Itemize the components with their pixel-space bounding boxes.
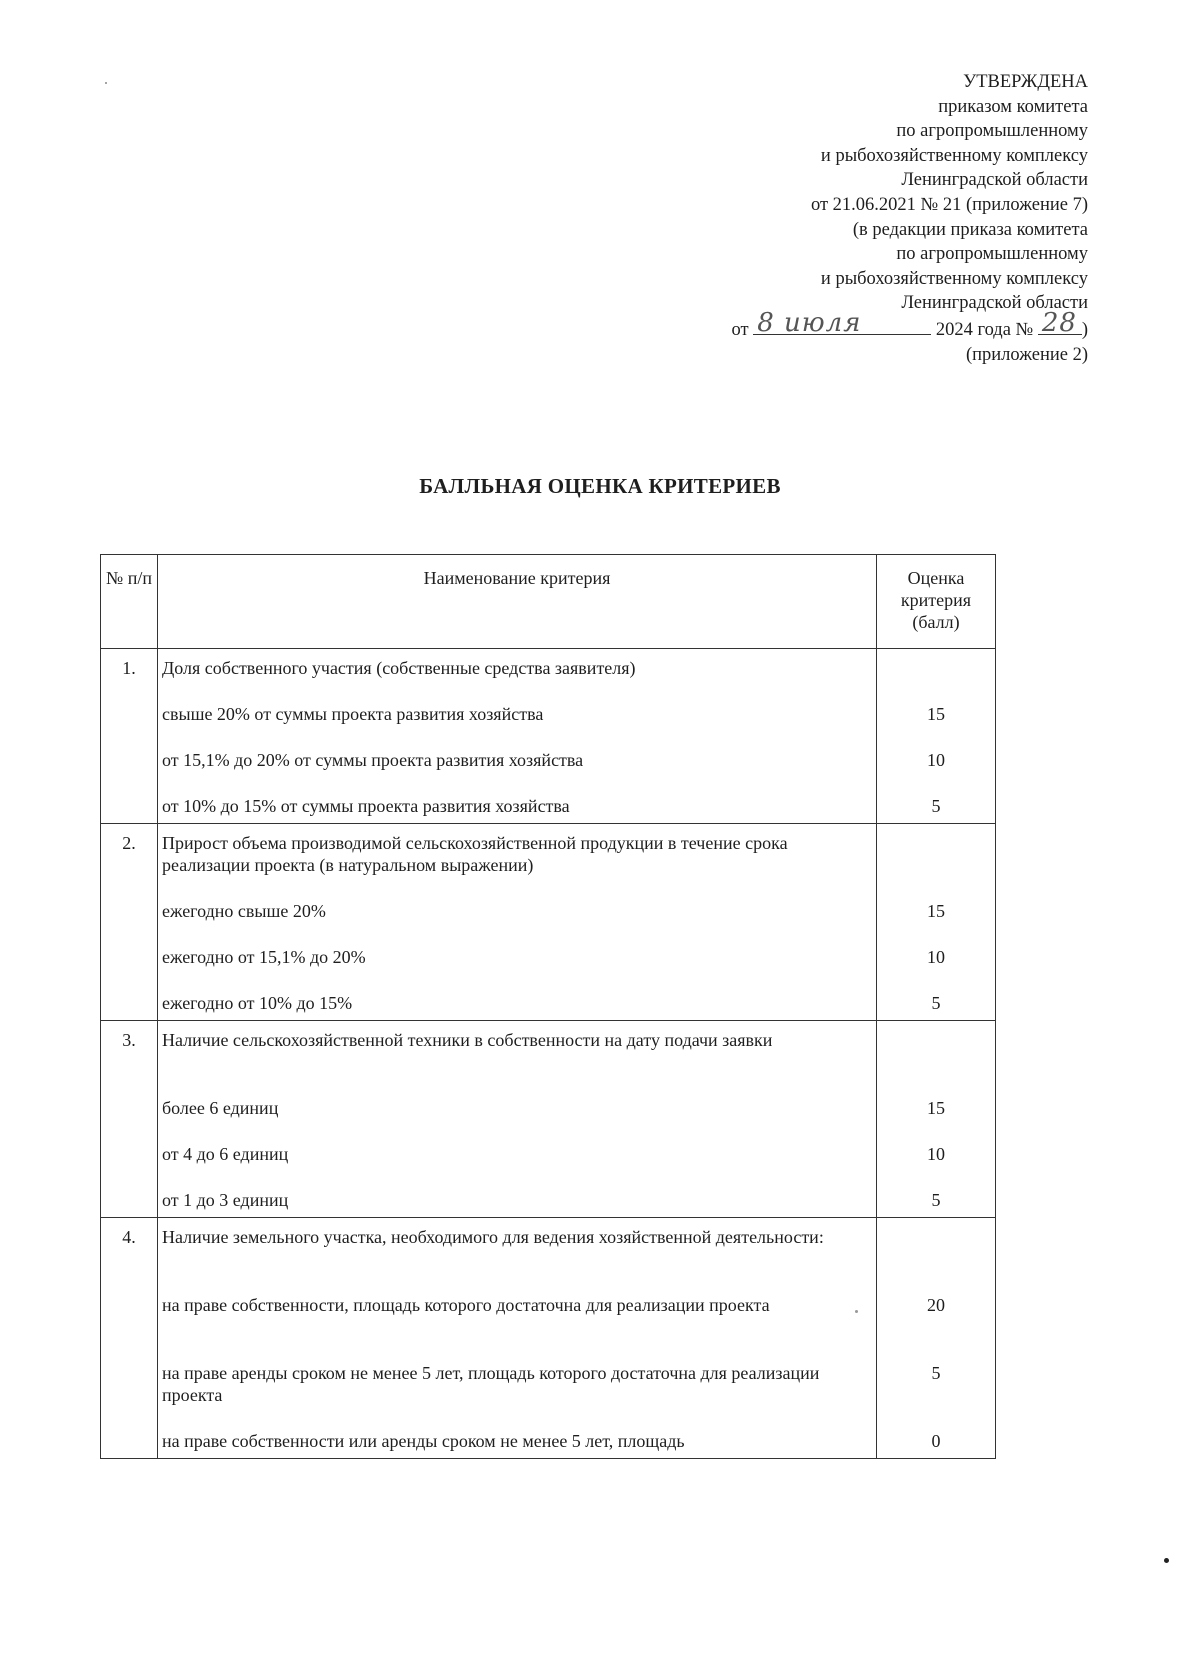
criterion-option: ежегодно от 10% до 15% [162, 993, 353, 1013]
criterion-option: от 4 до 6 единиц [162, 1144, 289, 1164]
score-cell [877, 649, 996, 824]
approval-line: и рыбохозяйственному комплексу [820, 268, 1088, 289]
criterion-option: более 6 единиц [162, 1098, 279, 1118]
criterion-title: Наличие земельного участка, необходимого для ведения хозяйственной деятельности: [162, 1227, 824, 1247]
scan-speck [105, 82, 107, 84]
criterion-option: на праве собственности или аренды сроком не менее 5 лет, площадь [162, 1431, 685, 1451]
criterion-title: Прирост объема производимой сельскохозяйственной продукции в течение срока реализации проекта (в натуральном выражении) [162, 833, 788, 875]
header-name: Наименование критерия [158, 555, 877, 649]
approval-line: (в редакции приказа комитета [852, 219, 1088, 240]
score-value: 5 [931, 1363, 941, 1383]
date-blank [753, 308, 931, 339]
score-cell [877, 1218, 996, 1459]
criterion-option: ежегодно от 15,1% до 20% [162, 947, 366, 967]
approval-line: от 21.06.2021 № 21 (приложение 7) [810, 194, 1088, 215]
criterion-title: Доля собственного участия (собственные средства заявителя) [162, 658, 636, 678]
criterion-option: от 10% до 15% от суммы проекта развития хозяйства [162, 796, 570, 816]
row-number: 2. [101, 824, 158, 1021]
criterion-option: ежегодно свыше 20% [162, 901, 326, 921]
approval-line: по агропромышленному [896, 244, 1088, 265]
score-cell [877, 1021, 996, 1218]
row-number: 1. [101, 649, 158, 824]
year-text: 2024 года № [935, 319, 1034, 340]
score-value: 20 [927, 1295, 945, 1315]
criterion-option: от 15,1% до 20% от суммы проекта развития хозяйства [162, 750, 584, 770]
score-value: 15 [927, 901, 945, 921]
approval-line: и рыбохозяйственному комплексу [820, 145, 1088, 166]
number-blank [1038, 308, 1082, 339]
row-number: 3. [101, 1021, 158, 1218]
document-title: БАЛЛЬНАЯ ОЦЕНКА КРИТЕРИЕВ [419, 474, 781, 498]
date-prefix: от [731, 319, 749, 340]
criterion-cell [158, 1021, 877, 1218]
criterion-title: Наличие сельскохозяйственной техники в собственности на дату подачи заявки [162, 1030, 773, 1050]
score-value: 5 [931, 1190, 941, 1210]
closing-paren: ) [1081, 319, 1088, 340]
criterion-cell [158, 1218, 877, 1459]
approval-date-line [731, 308, 1088, 343]
approval-block [731, 70, 1088, 367]
criteria-table [100, 554, 996, 1459]
appendix-label: (приложение 2) [965, 344, 1088, 365]
criterion-cell [158, 824, 877, 1021]
score-value: 0 [931, 1431, 941, 1451]
table-row [101, 649, 996, 824]
header-score: Оценка критерия (балл) [877, 555, 996, 649]
score-value: 10 [927, 1144, 945, 1164]
score-value: 15 [927, 704, 945, 724]
table-row [101, 1218, 996, 1459]
approval-line: приказом комитета [938, 96, 1088, 117]
table-row [101, 1021, 996, 1218]
score-cell [877, 824, 996, 1021]
criterion-cell [158, 649, 877, 824]
score-value: 15 [927, 1098, 945, 1118]
criterion-option: от 1 до 3 единиц [162, 1190, 289, 1210]
table-header-row [101, 555, 996, 649]
score-value: 5 [931, 993, 941, 1013]
approval-line: Ленинградской области [901, 170, 1088, 191]
scan-speck [1164, 1558, 1169, 1563]
table-row [101, 824, 996, 1021]
row-number: 4. [101, 1218, 158, 1459]
criterion-option: свыше 20% от суммы проекта развития хозяйства [162, 704, 544, 724]
handwritten-number: 28 [1041, 308, 1077, 339]
approval-line: Ленинградской области [901, 293, 1088, 314]
criterion-option: на праве собственности, площадь которого достаточна для реализации проекта [162, 1295, 770, 1315]
handwritten-date: 8 июля [757, 308, 862, 339]
approval-line: по агропромышленному [896, 121, 1088, 142]
scan-speck [855, 1310, 858, 1313]
score-value: 10 [927, 947, 945, 967]
score-value: 10 [927, 750, 945, 770]
approval-line: УТВЕРЖДЕНА [963, 72, 1088, 92]
header-num: № п/п [101, 555, 158, 649]
score-value: 5 [931, 796, 941, 816]
criterion-option: на праве аренды сроком не менее 5 лет, площадь которого достаточна для реализации проекта [162, 1363, 820, 1405]
